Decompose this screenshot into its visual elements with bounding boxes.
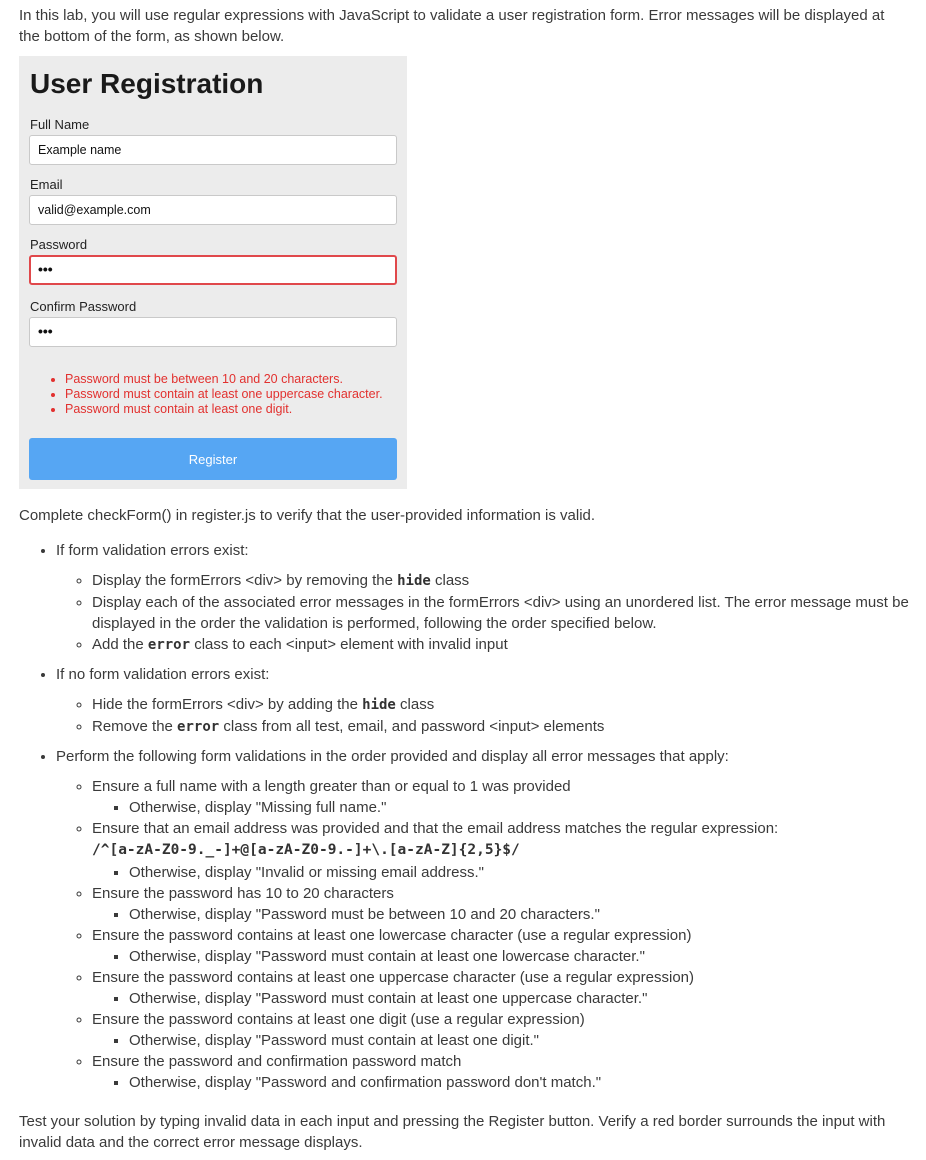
text: Ensure the password has 10 to 20 characters: [92, 885, 394, 902]
validation-item: [92, 883, 916, 925]
intro-paragraph: In this lab, you will use regular expressions with JavaScript to validate a user registration form. Error messages will be displayed at the bottom of the form, as shown below.: [19, 7, 885, 45]
email-regex: /^[a-zA-Z0-9._-]+@[a-zA-Z0-9.-]+\.[a-zA-Z]{2,5}$/: [92, 842, 520, 858]
code-error: error: [177, 719, 220, 735]
text: Ensure the password contains at least one digit (use a regular expression): [92, 1011, 585, 1028]
list-item: [92, 570, 916, 592]
error-message: • Password must be between 10 and 20 characters.: [65, 372, 383, 387]
list-item: ◦ Display each of the associated error messages in the formErrors <div> using an unordered list. The error message must be displayed in the order the validation is performed, following the order specified below.: [92, 592, 916, 634]
list-item: [56, 746, 916, 1093]
text: Ensure the password and confirmation password match: [92, 1053, 462, 1070]
list-item: ▪ Otherwise, display "Password must contain at least one lowercase character.": [129, 946, 916, 967]
list-item: [92, 634, 916, 656]
list-item: ▪ Otherwise, display "Invalid or missing email address.": [129, 862, 916, 883]
sub-list: [92, 862, 916, 883]
code-error: error: [147, 637, 191, 653]
text: class: [395, 696, 435, 713]
full-name-label: Full Name: [30, 117, 90, 132]
password-input[interactable]: [29, 255, 397, 285]
error-message: • Password must contain at least one uppercase character.: [65, 387, 383, 402]
confirm-password-mask: •••: [38, 323, 53, 339]
text: class from all test, email, and password <input> elements: [219, 718, 605, 735]
text: Add the: [92, 636, 148, 653]
text: class to each <input> element with invalid input: [190, 636, 508, 653]
sub-list: [56, 694, 916, 738]
form-title: User Registration: [30, 68, 264, 99]
list-item: ▪ Otherwise, display "Password must contain at least one uppercase character.": [129, 988, 916, 1009]
confirm-password-label: Confirm Password: [30, 299, 137, 314]
requirements-list: [19, 540, 916, 1101]
list-item: [56, 540, 916, 656]
text: Ensure a full name with a length greater than or equal to 1 was provided: [92, 778, 571, 795]
validation-item: [92, 1051, 916, 1093]
full-name-input[interactable]: Example name: [29, 135, 397, 165]
code-hide: hide: [362, 697, 396, 713]
text: Hide the formErrors <div> by adding the: [92, 696, 363, 713]
form-errors-list: [47, 372, 383, 417]
sub-list: [56, 570, 916, 656]
password-label: Password: [30, 237, 88, 252]
email-label: Email: [30, 177, 63, 192]
text: Ensure that an email address was provided and that the email address matches the regular expression:: [92, 820, 779, 837]
text: Display the formErrors <div> by removing the: [92, 572, 398, 589]
validation-item: [92, 818, 916, 883]
validation-item: [92, 967, 916, 1009]
instructions-paragraph: Complete checkForm() in register.js to verify that the user-provided information is valid.: [19, 507, 596, 524]
validation-item: [92, 925, 916, 967]
sub-list: [92, 797, 916, 818]
list-item: [56, 664, 916, 738]
password-mask: •••: [38, 261, 53, 277]
outro-paragraph: Test your solution by typing invalid data in each input and pressing the Register button. Verify a red border surrounds the input with invalid data and the correct error message displays.: [19, 1113, 886, 1151]
sub-list: [92, 1072, 916, 1093]
list-item: ▪ Otherwise, display "Missing full name.": [129, 797, 916, 818]
list-item: [92, 716, 916, 738]
validation-item: [92, 776, 916, 818]
validation-item: [92, 1009, 916, 1051]
text: Ensure the password contains at least one uppercase character (use a regular expression): [92, 969, 694, 986]
list-item: ▪ Otherwise, display "Password and confirmation password don't match.": [129, 1072, 916, 1093]
sub-list: [92, 904, 916, 925]
section-title: If no form validation errors exist:: [56, 666, 270, 683]
register-button[interactable]: Register: [29, 438, 397, 480]
section-title: Perform the following form validations in the order provided and display all error messages that apply:: [56, 748, 729, 765]
sub-list: [92, 946, 916, 967]
registration-form-screenshot: [19, 56, 407, 489]
list-item: [92, 694, 916, 716]
sub-list: [92, 1030, 916, 1051]
validations-list: [56, 776, 916, 1093]
code-hide: hide: [397, 573, 431, 589]
section-title: If form validation errors exist:: [56, 542, 249, 559]
text: Remove the: [92, 718, 178, 735]
list-item: ▪ Otherwise, display "Password must be between 10 and 20 characters.": [129, 904, 916, 925]
text: class: [430, 572, 470, 589]
list-item: ▪ Otherwise, display "Password must contain at least one digit.": [129, 1030, 916, 1051]
confirm-password-input[interactable]: [29, 317, 397, 347]
error-message: • Password must contain at least one digit.: [65, 402, 383, 417]
text: Ensure the password contains at least one lowercase character (use a regular expression): [92, 927, 692, 944]
email-input[interactable]: valid@example.com: [29, 195, 397, 225]
sub-list: [92, 988, 916, 1009]
